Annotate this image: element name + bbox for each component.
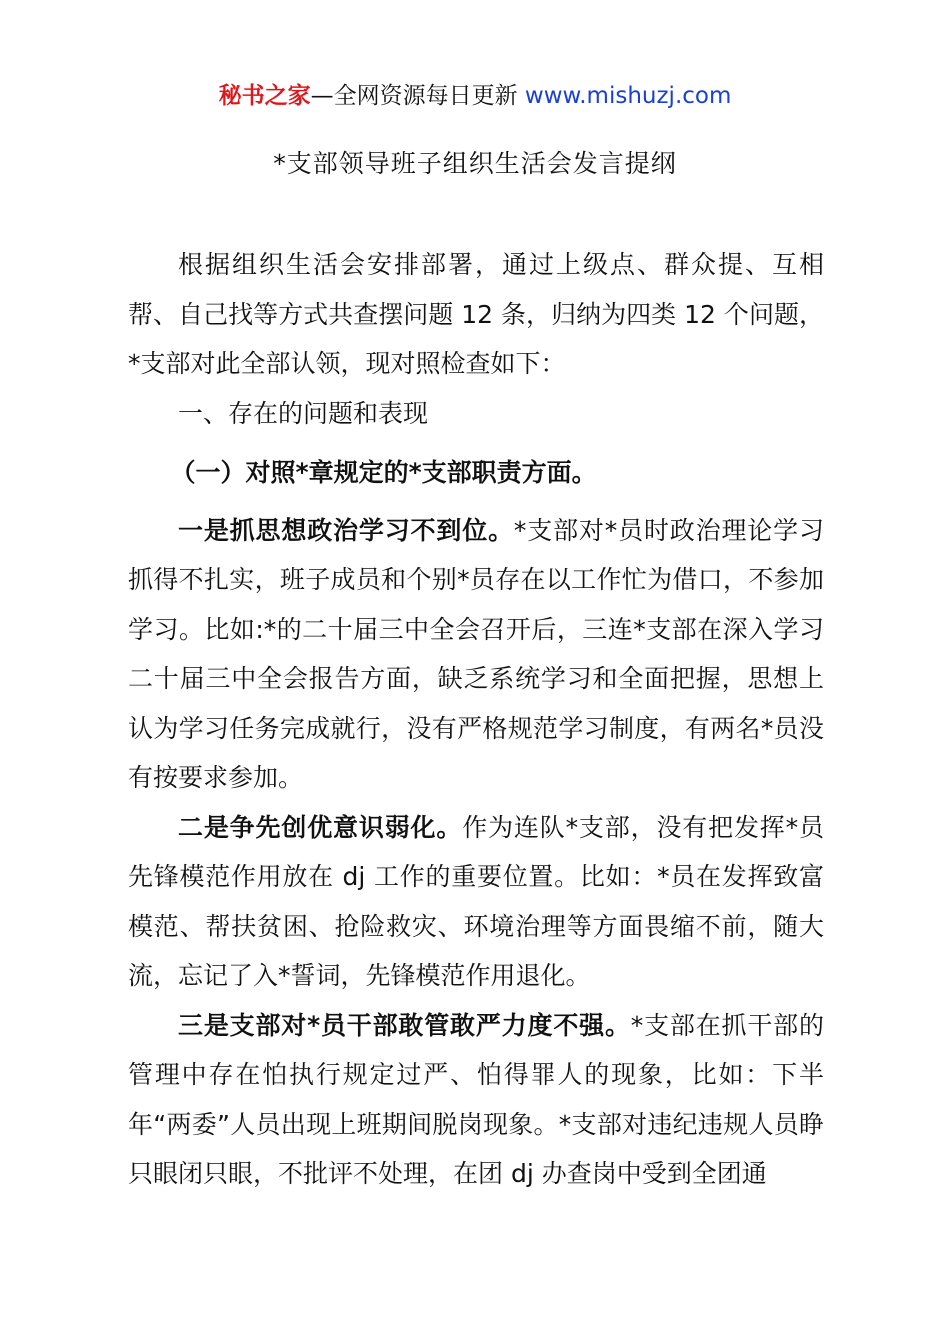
site-brand[interactable]: 秘书之家 (218, 83, 311, 109)
section-heading: 一、存在的问题和表现 (178, 398, 429, 428)
item-paragraph-3 (128, 1001, 824, 1199)
document-body (128, 240, 824, 1199)
site-url-link[interactable]: www.mishuzj.com (524, 83, 732, 109)
item-text-2: 作为连队*支部，没有把发挥*员先锋模范作用放在 dj 工作的重要位置。比如：*员在发挥致富模范、帮扶贫困、抢险救灾、环境治理等方面畏缩不前，随大流，忘记了入*誓词，先锋模范作用退化。 (128, 812, 824, 990)
item-lead-3: 三是支部对*员干部敢管敢严力度不强。 (178, 1010, 631, 1040)
site-tagline: —全网资源每日更新 (310, 83, 525, 109)
item-lead-2: 二是争先创优意识弱化。 (178, 812, 463, 842)
intro-paragraph: 根据组织生活会安排部署，通过上级点、群众提、互相帮、自己找等方式共查摆问题 12 条，归纳为四类 12 个问题，*支部对此全部认领，现对照检查如下： (128, 250, 824, 378)
site-header (0, 80, 950, 112)
item-paragraph-2 (128, 803, 824, 1001)
item-text-1: *支部对*员时政治理论学习抓得不扎实，班子成员和个别*员存在以工作忙为借口，不参加学习。比如:*的二十届三中全会召开后，三连*支部在深入学习二十届三中全会报告方面，缺乏系统学习和全面把握，思想上认为学习任务完成就行，没有严格规范学习制度，有两名*员没有按要求参加。 (128, 515, 824, 792)
item-lead-1: 一是抓思想政治学习不到位。 (178, 515, 514, 545)
subsection-heading: （一）对照*章规定的*支部职责方面。 (170, 458, 597, 487)
document-title: *支部领导班子组织生活会发言提纲 (273, 149, 677, 178)
item-paragraph-1 (128, 506, 824, 803)
item-text-3: *支部在抓干部的管理中存在怕执行规定过严、怕得罪人的现象，比如：下半年“两委”人员出现上班期间脱岗现象。*支部对违纪违规人员睁只眼闭只眼，不批评不处理，在团 dj 办查岗中受到全团通 (128, 1010, 824, 1188)
